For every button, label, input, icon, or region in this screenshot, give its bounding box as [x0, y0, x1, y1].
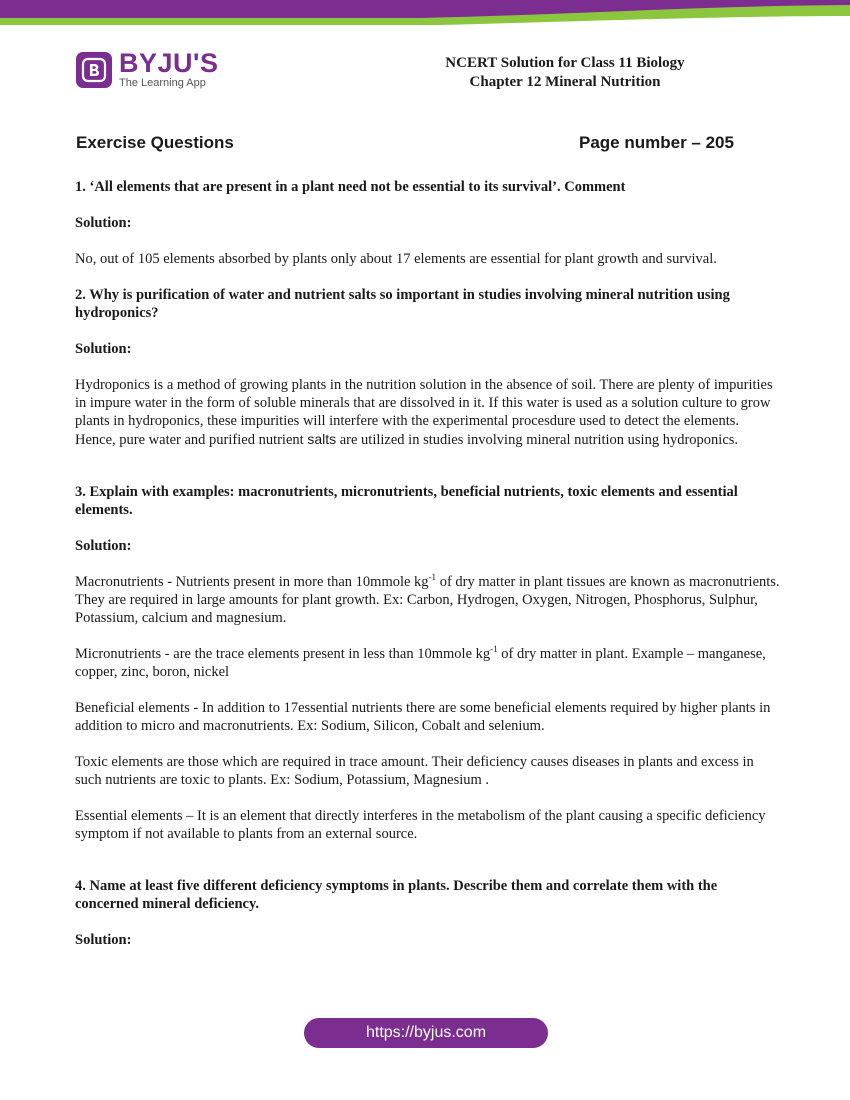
question-3: 3. Explain with examples: macronutrients, micronutrients, beneficial nutrients, toxic elements and essential elements.: [75, 484, 738, 518]
answer-3-micronutrients: Micronutrients - are the trace elements present in less than 10mmole $kg^{-1}$ of dry matter in plant. Example – manganese, copper, zinc, boron, nickel: [75, 644, 766, 680]
footer-url-badge[interactable]: [304, 1018, 548, 1048]
header-color-band: [0, 0, 850, 30]
solution-label-2: Solution:: [75, 341, 132, 357]
answer-3-macronutrients: Macronutrients - Nutrients present in more than 10mmole $kg^{-1}$ of dry matter in plant tissues are known as macronutrients. They are required in large amounts for plant growth. Ex: Carbon, Hydrogen, Oxygen, Nitrogen, Phosphorus, Sulphur, Potassium, calcium and magnesium.: [75, 572, 780, 626]
answer-2: Hydroponics is a method of growing plants in the nutrition solution in the absence of soil. There are plenty of impurities in impure water in the form of soluble minerals that are dissolved in it. If this water is used as a solution culture to grow plants in hydroponics, these impurities will interfere with the experimental procesdure used to detect the elements. Hence, pure water and purified nutrient salts are utilized in studies involving mineral nutrition using hydroponics.: [75, 377, 773, 448]
solution-label-1: Solution:: [75, 215, 132, 231]
footer-url[interactable]: https://byjus.com: [365, 1024, 487, 1041]
question-4: 4. Name at least five different deficiency symptoms in plants. Describe them and correlate them with the concerned mineral deficiency.: [75, 878, 718, 912]
question-2: 2. Why is purification of water and nutrient salts so important in studies involving mineral nutrition using hydroponics?: [75, 287, 730, 321]
solution-label-3: Solution:: [75, 538, 132, 554]
exercise-title: Exercise Questions: [76, 133, 234, 152]
brand-name: BYJU'S: [119, 48, 219, 78]
byjus-logo: [76, 50, 218, 89]
brand-tagline: The Learning App: [119, 77, 206, 89]
document-header: [420, 54, 710, 92]
answer-1: No, out of 105 elements absorbed by plants only about 17 elements are essential for plant growth and survival.: [75, 251, 717, 267]
solution-label-4: Solution:: [75, 932, 132, 948]
question-1: 1. ‘All elements that are present in a plant need not be essential to its survival’. Comment: [75, 179, 626, 195]
byjus-logo-mark-icon: [76, 52, 112, 88]
document-body: [75, 178, 780, 949]
answer-3-essential: Essential elements – It is an element that directly interferes in the metabolism of the plant causing a specific deficiency symptom if not available to plants from an external source.: [75, 808, 766, 842]
answer-3-beneficial: Beneficial elements - In addition to 17essential nutrients there are some beneficial elements required by higher plants in addition to micro and macronutrients. Ex: Sodium, Silicon, Cobalt and selenium.: [75, 700, 771, 734]
header-line-1: NCERT Solution for Class 11 Biology: [445, 55, 685, 71]
answer-3-toxic: Toxic elements are those which are required in trace amount. Their deficiency causes diseases in plants and excess in such nutrients are toxic to plants. Ex: Sodium, Potassium, Magnesium .: [75, 754, 754, 788]
page-number: Page number – 205: [579, 133, 734, 152]
header-line-2: Chapter 12 Mineral Nutrition: [469, 74, 661, 90]
